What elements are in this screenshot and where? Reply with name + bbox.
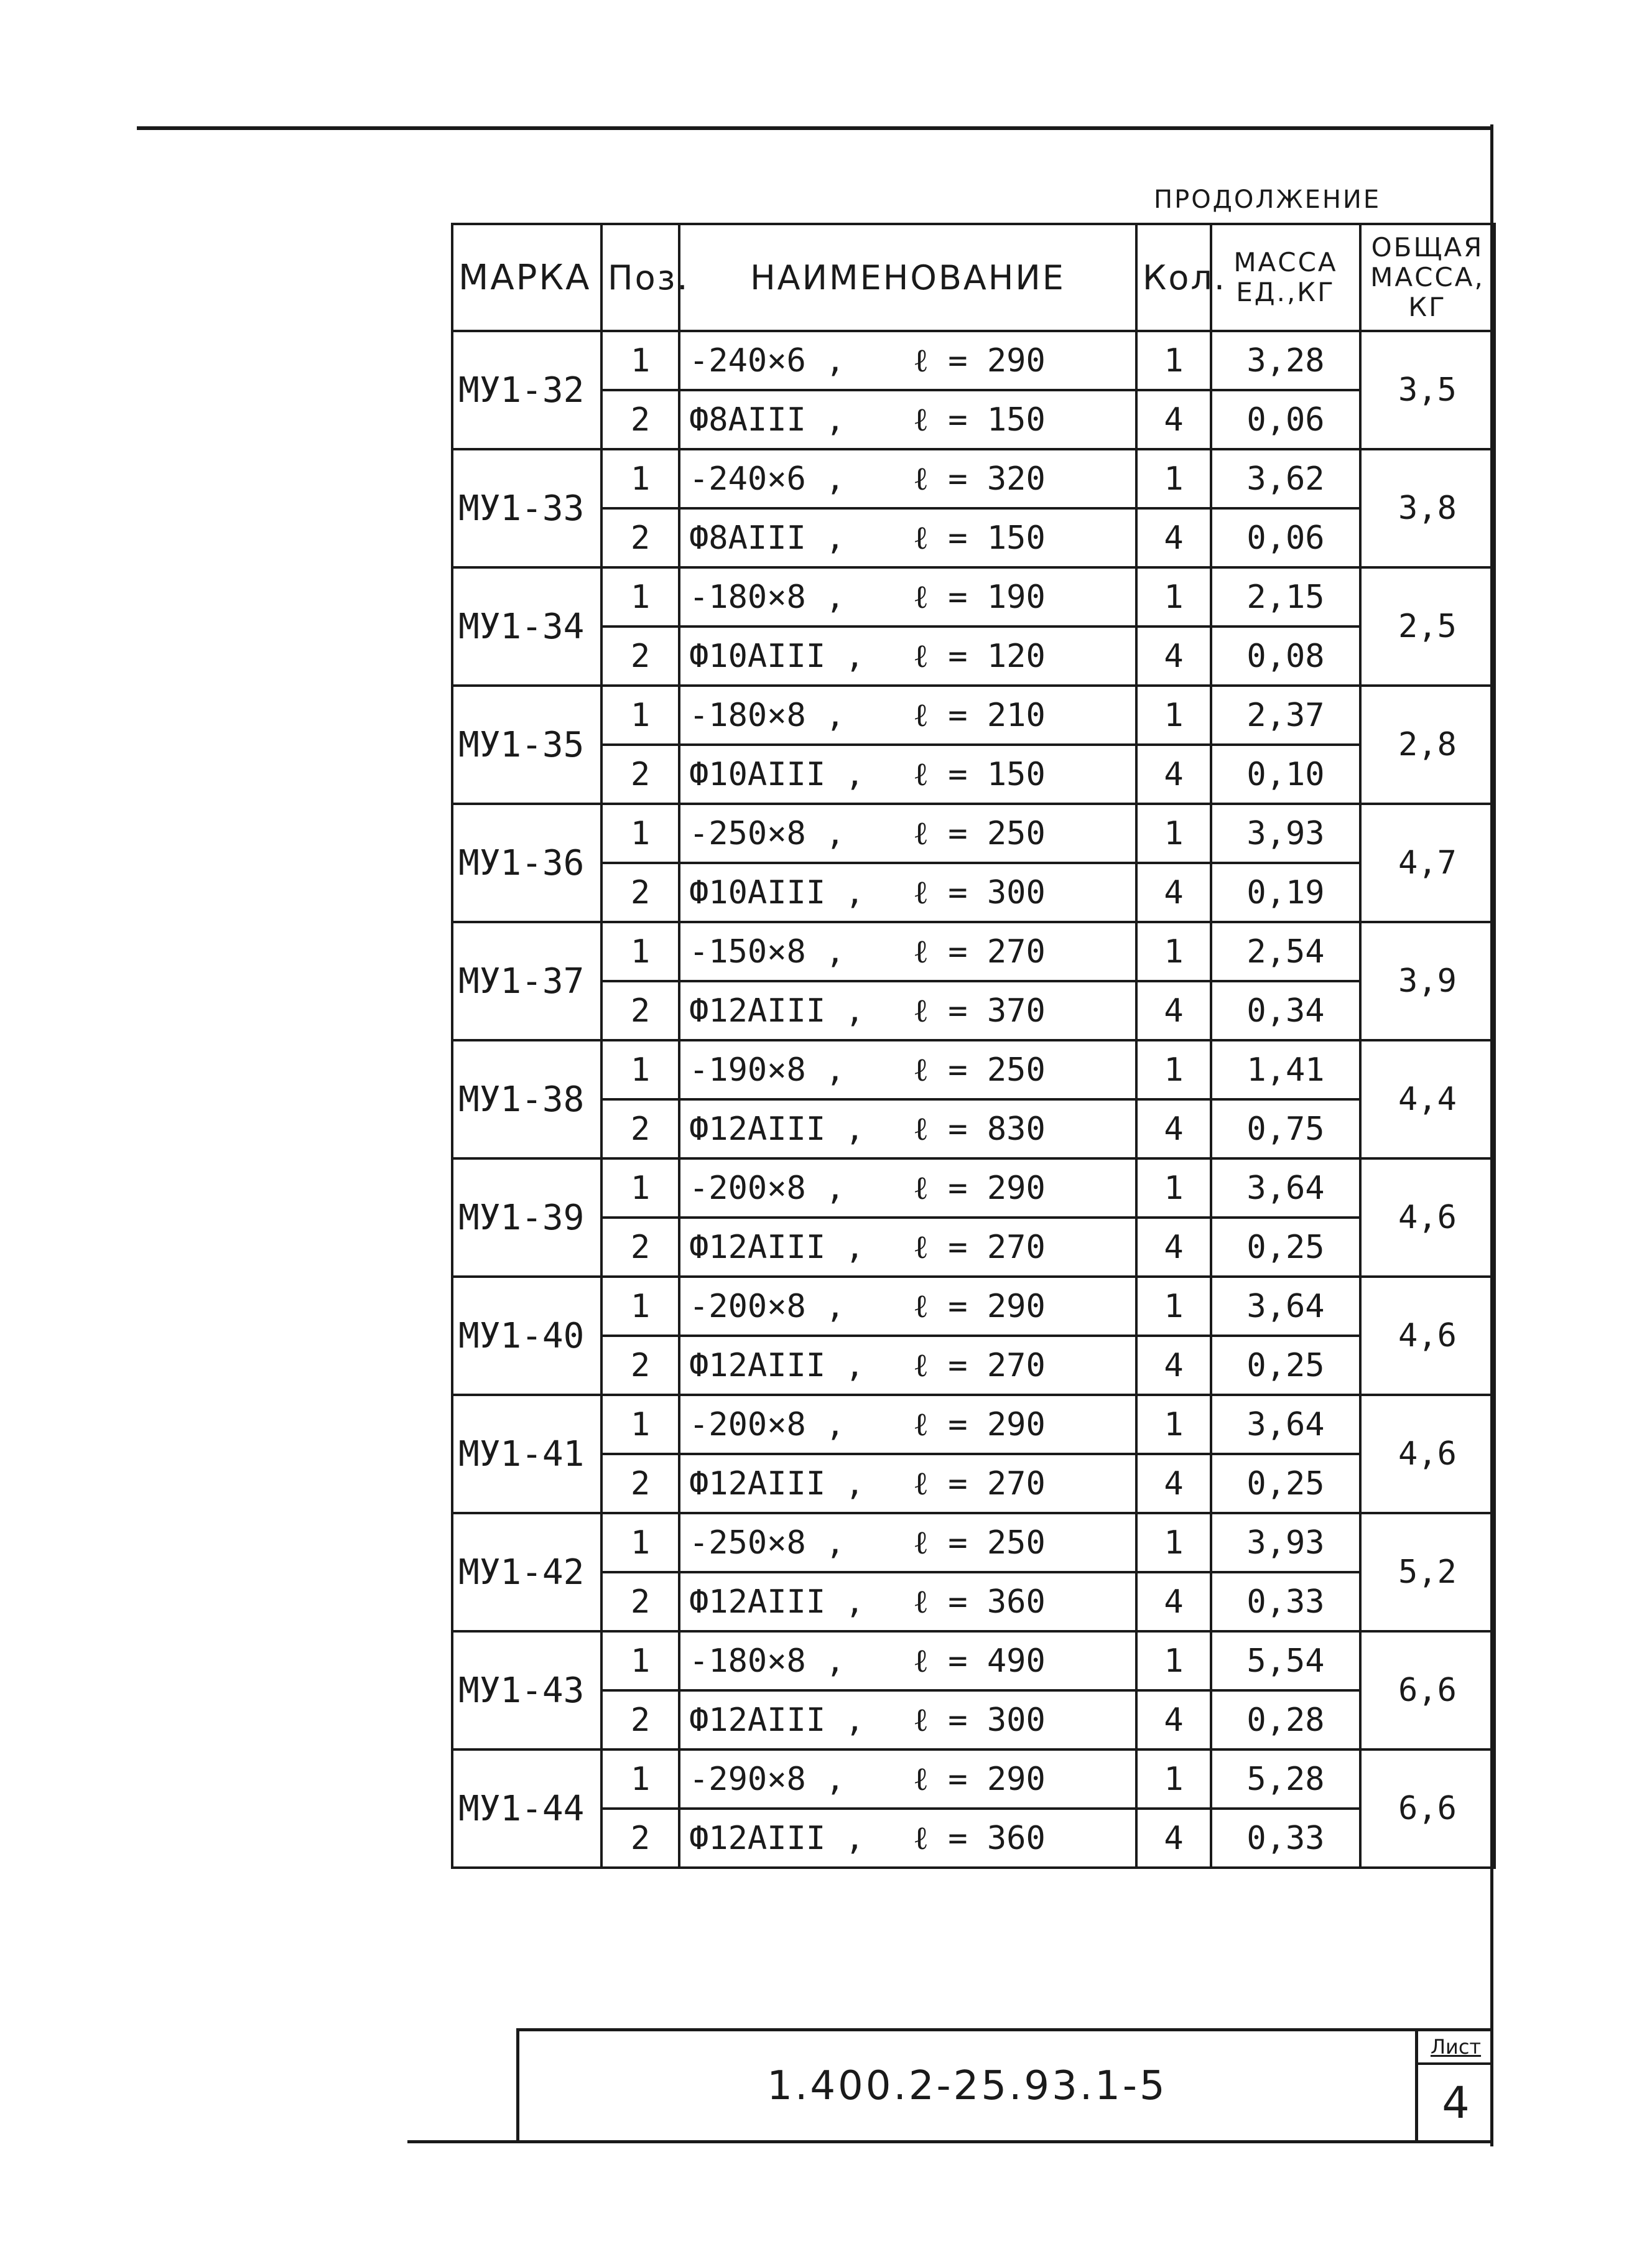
section-text: Ф12АIII ,	[689, 1583, 865, 1621]
length-text: ℓ = 270	[913, 933, 1046, 971]
quantity-cell: 1	[1136, 1749, 1211, 1809]
sheet-number: 4	[1442, 2077, 1470, 2128]
quantity-cell: 4	[1136, 1690, 1211, 1749]
top-border-line	[137, 126, 1493, 130]
mark-cell: МУ1-36	[452, 804, 601, 922]
position-cell: 1	[601, 1277, 679, 1336]
quantity-cell: 1	[1136, 1277, 1211, 1336]
table-row	[452, 1040, 1495, 1099]
quantity-cell: 4	[1136, 1336, 1211, 1395]
name-cell	[679, 1395, 1136, 1454]
quantity-cell: 4	[1136, 1809, 1211, 1868]
length-text: ℓ = 150	[913, 755, 1046, 793]
length-text: ℓ = 150	[913, 401, 1046, 439]
quantity-cell: 1	[1136, 922, 1211, 981]
total-mass-cell: 4,6	[1360, 1158, 1495, 1277]
name-cell	[679, 1099, 1136, 1158]
section-text: -200×8 ,	[689, 1405, 845, 1443]
position-cell: 1	[601, 1040, 679, 1099]
unit-mass-cell: 3,62	[1211, 449, 1360, 508]
quantity-cell: 1	[1136, 331, 1211, 390]
section-text: -240×6 ,	[689, 342, 845, 380]
position-cell: 1	[601, 331, 679, 390]
name-cell	[679, 1040, 1136, 1099]
bottom-border-line	[407, 2140, 1493, 2143]
total-mass-cell: 3,5	[1360, 331, 1495, 449]
table-header-row	[452, 224, 1495, 331]
header-qty: Кол.	[1136, 224, 1211, 331]
total-mass-cell: 6,6	[1360, 1631, 1495, 1749]
mark-cell: МУ1-37	[452, 922, 601, 1040]
name-cell	[679, 1572, 1136, 1631]
unit-mass-cell: 3,64	[1211, 1277, 1360, 1336]
name-cell	[679, 1158, 1136, 1218]
table-row	[452, 1336, 1495, 1395]
unit-mass-cell: 0,06	[1211, 508, 1360, 567]
header-mark: МАРКА	[452, 224, 601, 331]
continuation-label: ПРОДОЛЖЕНИЕ	[1154, 185, 1381, 214]
unit-mass-cell: 0,25	[1211, 1454, 1360, 1513]
quantity-cell: 4	[1136, 1218, 1211, 1277]
total-mass-cell: 3,8	[1360, 449, 1495, 567]
name-cell	[679, 922, 1136, 981]
position-cell: 2	[601, 1809, 679, 1868]
unit-mass-cell: 0,19	[1211, 863, 1360, 922]
length-text: ℓ = 270	[913, 1346, 1046, 1384]
name-cell	[679, 1513, 1136, 1572]
section-text: Ф12АIII ,	[689, 1465, 865, 1502]
position-cell: 2	[601, 863, 679, 922]
unit-mass-cell: 3,64	[1211, 1158, 1360, 1218]
unit-mass-cell: 5,54	[1211, 1631, 1360, 1690]
position-cell: 1	[601, 1631, 679, 1690]
position-cell: 2	[601, 981, 679, 1040]
name-cell	[679, 804, 1136, 863]
position-cell: 2	[601, 1336, 679, 1395]
length-text: ℓ = 290	[913, 1169, 1046, 1207]
sheet-label: Лист	[1418, 2031, 1493, 2065]
position-cell: 2	[601, 1690, 679, 1749]
position-cell: 2	[601, 1099, 679, 1158]
unit-mass-cell: 0,34	[1211, 981, 1360, 1040]
unit-mass-cell: 0,25	[1211, 1336, 1360, 1395]
length-text: ℓ = 190	[913, 578, 1046, 616]
unit-mass-cell: 5,28	[1211, 1749, 1360, 1809]
quantity-cell: 1	[1136, 1040, 1211, 1099]
unit-mass-cell: 3,28	[1211, 331, 1360, 390]
name-cell	[679, 1277, 1136, 1336]
mark-cell: МУ1-40	[452, 1277, 601, 1395]
total-mass-cell: 6,6	[1360, 1749, 1495, 1868]
length-text: ℓ = 300	[913, 873, 1046, 911]
length-text: ℓ = 360	[913, 1819, 1046, 1857]
section-text: Ф12АIII ,	[689, 1228, 865, 1266]
length-text: ℓ = 210	[913, 696, 1046, 734]
unit-mass-cell: 3,93	[1211, 804, 1360, 863]
table-row	[452, 1513, 1495, 1572]
quantity-cell: 4	[1136, 1572, 1211, 1631]
table-row	[452, 686, 1495, 745]
quantity-cell: 1	[1136, 1395, 1211, 1454]
length-text: ℓ = 250	[913, 1051, 1046, 1089]
table-row	[452, 922, 1495, 981]
name-cell	[679, 508, 1136, 567]
name-cell	[679, 981, 1136, 1040]
section-text: -200×8 ,	[689, 1169, 845, 1207]
mark-cell: МУ1-41	[452, 1395, 601, 1513]
name-cell	[679, 1749, 1136, 1809]
quantity-cell: 1	[1136, 686, 1211, 745]
header-pos: Поз.	[601, 224, 679, 331]
position-cell: 2	[601, 745, 679, 804]
table-row	[452, 981, 1495, 1040]
section-text: Ф12АIII ,	[689, 1819, 865, 1857]
total-mass-cell: 5,2	[1360, 1513, 1495, 1631]
section-text: -190×8 ,	[689, 1051, 845, 1089]
mark-cell: МУ1-33	[452, 449, 601, 567]
quantity-cell: 1	[1136, 1158, 1211, 1218]
unit-mass-cell: 0,10	[1211, 745, 1360, 804]
unit-mass-cell: 0,08	[1211, 627, 1360, 686]
length-text: ℓ = 250	[913, 814, 1046, 852]
header-name: НАИМЕНОВАНИЕ	[679, 224, 1136, 331]
name-cell	[679, 627, 1136, 686]
section-text: Ф10АIII ,	[689, 873, 865, 911]
length-text: ℓ = 270	[913, 1228, 1046, 1266]
header-total-mass: ОБЩАЯ МАССА, КГ	[1360, 224, 1495, 331]
position-cell: 2	[601, 390, 679, 449]
quantity-cell: 4	[1136, 981, 1211, 1040]
position-cell: 2	[601, 1572, 679, 1631]
title-block	[516, 2028, 1490, 2140]
quantity-cell: 1	[1136, 567, 1211, 627]
position-cell: 1	[601, 449, 679, 508]
position-cell: 1	[601, 1749, 679, 1809]
name-cell	[679, 1690, 1136, 1749]
position-cell: 1	[601, 686, 679, 745]
length-text: ℓ = 300	[913, 1701, 1046, 1739]
unit-mass-cell: 1,41	[1211, 1040, 1360, 1099]
header-unit-mass: МАССА ЕД.,КГ	[1211, 224, 1360, 331]
position-cell: 1	[601, 567, 679, 627]
length-text: ℓ = 290	[913, 1405, 1046, 1443]
section-text: Ф10АIII ,	[689, 637, 865, 675]
section-text: -290×8 ,	[689, 1760, 845, 1798]
unit-mass-cell: 0,33	[1211, 1572, 1360, 1631]
name-cell	[679, 745, 1136, 804]
table-row	[452, 449, 1495, 508]
length-text: ℓ = 250	[913, 1524, 1046, 1562]
name-cell	[679, 686, 1136, 745]
length-text: ℓ = 370	[913, 992, 1046, 1030]
length-text: ℓ = 320	[913, 460, 1046, 498]
section-text: -250×8 ,	[689, 1524, 845, 1562]
length-text: ℓ = 290	[913, 1287, 1046, 1325]
position-cell: 1	[601, 1513, 679, 1572]
table-row	[452, 1572, 1495, 1631]
section-text: -200×8 ,	[689, 1287, 845, 1325]
section-text: -250×8 ,	[689, 814, 845, 852]
section-text: Ф12АIII ,	[689, 1701, 865, 1739]
section-text: Ф8АIII ,	[689, 401, 845, 439]
table-row	[452, 567, 1495, 627]
unit-mass-cell: 2,54	[1211, 922, 1360, 981]
quantity-cell: 4	[1136, 1099, 1211, 1158]
section-text: -240×6 ,	[689, 460, 845, 498]
quantity-cell: 4	[1136, 1454, 1211, 1513]
section-text: Ф12АIII ,	[689, 992, 865, 1030]
position-cell: 2	[601, 508, 679, 567]
length-text: ℓ = 150	[913, 519, 1046, 557]
unit-mass-cell: 0,06	[1211, 390, 1360, 449]
length-text: ℓ = 290	[913, 1760, 1046, 1798]
table-row	[452, 1454, 1495, 1513]
unit-mass-cell: 2,37	[1211, 686, 1360, 745]
section-text: -180×8 ,	[689, 1642, 845, 1680]
position-cell: 1	[601, 922, 679, 981]
mark-cell: МУ1-38	[452, 1040, 601, 1158]
name-cell	[679, 1218, 1136, 1277]
total-mass-cell: 2,8	[1360, 686, 1495, 804]
table-row	[452, 863, 1495, 922]
section-text: -150×8 ,	[689, 933, 845, 971]
mark-cell: МУ1-42	[452, 1513, 601, 1631]
length-text: ℓ = 490	[913, 1642, 1046, 1680]
name-cell	[679, 567, 1136, 627]
quantity-cell: 1	[1136, 449, 1211, 508]
unit-mass-cell: 0,25	[1211, 1218, 1360, 1277]
length-text: ℓ = 270	[913, 1465, 1046, 1502]
table-row	[452, 1099, 1495, 1158]
unit-mass-cell: 3,93	[1211, 1513, 1360, 1572]
position-cell: 2	[601, 627, 679, 686]
quantity-cell: 4	[1136, 390, 1211, 449]
table-row	[452, 1158, 1495, 1218]
section-text: Ф10АIII ,	[689, 755, 865, 793]
name-cell	[679, 1336, 1136, 1395]
position-cell: 1	[601, 1158, 679, 1218]
mark-cell: МУ1-39	[452, 1158, 601, 1277]
document-code: 1.400.2-25.93.1-5	[767, 2062, 1167, 2109]
table-row	[452, 1277, 1495, 1336]
section-text: Ф8АIII ,	[689, 519, 845, 557]
length-text: ℓ = 360	[913, 1583, 1046, 1621]
position-cell: 1	[601, 1395, 679, 1454]
name-cell	[679, 449, 1136, 508]
unit-mass-cell: 0,28	[1211, 1690, 1360, 1749]
mark-cell: МУ1-44	[452, 1749, 601, 1868]
total-mass-cell: 2,5	[1360, 567, 1495, 686]
quantity-cell: 4	[1136, 863, 1211, 922]
unit-mass-cell: 0,75	[1211, 1099, 1360, 1158]
section-text: Ф12АIII ,	[689, 1346, 865, 1384]
mark-cell: МУ1-43	[452, 1631, 601, 1749]
table-row	[452, 1809, 1495, 1868]
specification-table	[451, 223, 1496, 1869]
unit-mass-cell: 3,64	[1211, 1395, 1360, 1454]
unit-mass-cell: 2,15	[1211, 567, 1360, 627]
table-row	[452, 1218, 1495, 1277]
table-row	[452, 1395, 1495, 1454]
mark-cell: МУ1-35	[452, 686, 601, 804]
section-text: -180×8 ,	[689, 696, 845, 734]
table-row	[452, 1690, 1495, 1749]
quantity-cell: 4	[1136, 627, 1211, 686]
name-cell	[679, 1631, 1136, 1690]
name-cell	[679, 331, 1136, 390]
table-row	[452, 627, 1495, 686]
position-cell: 2	[601, 1454, 679, 1513]
total-mass-cell: 4,6	[1360, 1395, 1495, 1513]
quantity-cell: 1	[1136, 1631, 1211, 1690]
quantity-cell: 4	[1136, 508, 1211, 567]
name-cell	[679, 1809, 1136, 1868]
total-mass-cell: 4,4	[1360, 1040, 1495, 1158]
table-row	[452, 745, 1495, 804]
table-body	[452, 331, 1495, 1868]
table-row	[452, 331, 1495, 390]
quantity-cell: 4	[1136, 745, 1211, 804]
name-cell	[679, 863, 1136, 922]
table-row	[452, 390, 1495, 449]
quantity-cell: 1	[1136, 1513, 1211, 1572]
length-text: ℓ = 120	[913, 637, 1046, 675]
table-row	[452, 1631, 1495, 1690]
quantity-cell: 1	[1136, 804, 1211, 863]
total-mass-cell: 3,9	[1360, 922, 1495, 1040]
length-text: ℓ = 830	[913, 1110, 1046, 1148]
length-text: ℓ = 290	[913, 342, 1046, 380]
section-text: -180×8 ,	[689, 578, 845, 616]
total-mass-cell: 4,7	[1360, 804, 1495, 922]
unit-mass-cell: 0,33	[1211, 1809, 1360, 1868]
name-cell	[679, 390, 1136, 449]
position-cell: 1	[601, 804, 679, 863]
position-cell: 2	[601, 1218, 679, 1277]
table-row	[452, 508, 1495, 567]
mark-cell: МУ1-34	[452, 567, 601, 686]
name-cell	[679, 1454, 1136, 1513]
sheet-cell	[1415, 2031, 1493, 2140]
total-mass-cell: 4,6	[1360, 1277, 1495, 1395]
mark-cell: МУ1-32	[452, 331, 601, 449]
table-row	[452, 804, 1495, 863]
table-row	[452, 1749, 1495, 1809]
section-text: Ф12АIII ,	[689, 1110, 865, 1148]
